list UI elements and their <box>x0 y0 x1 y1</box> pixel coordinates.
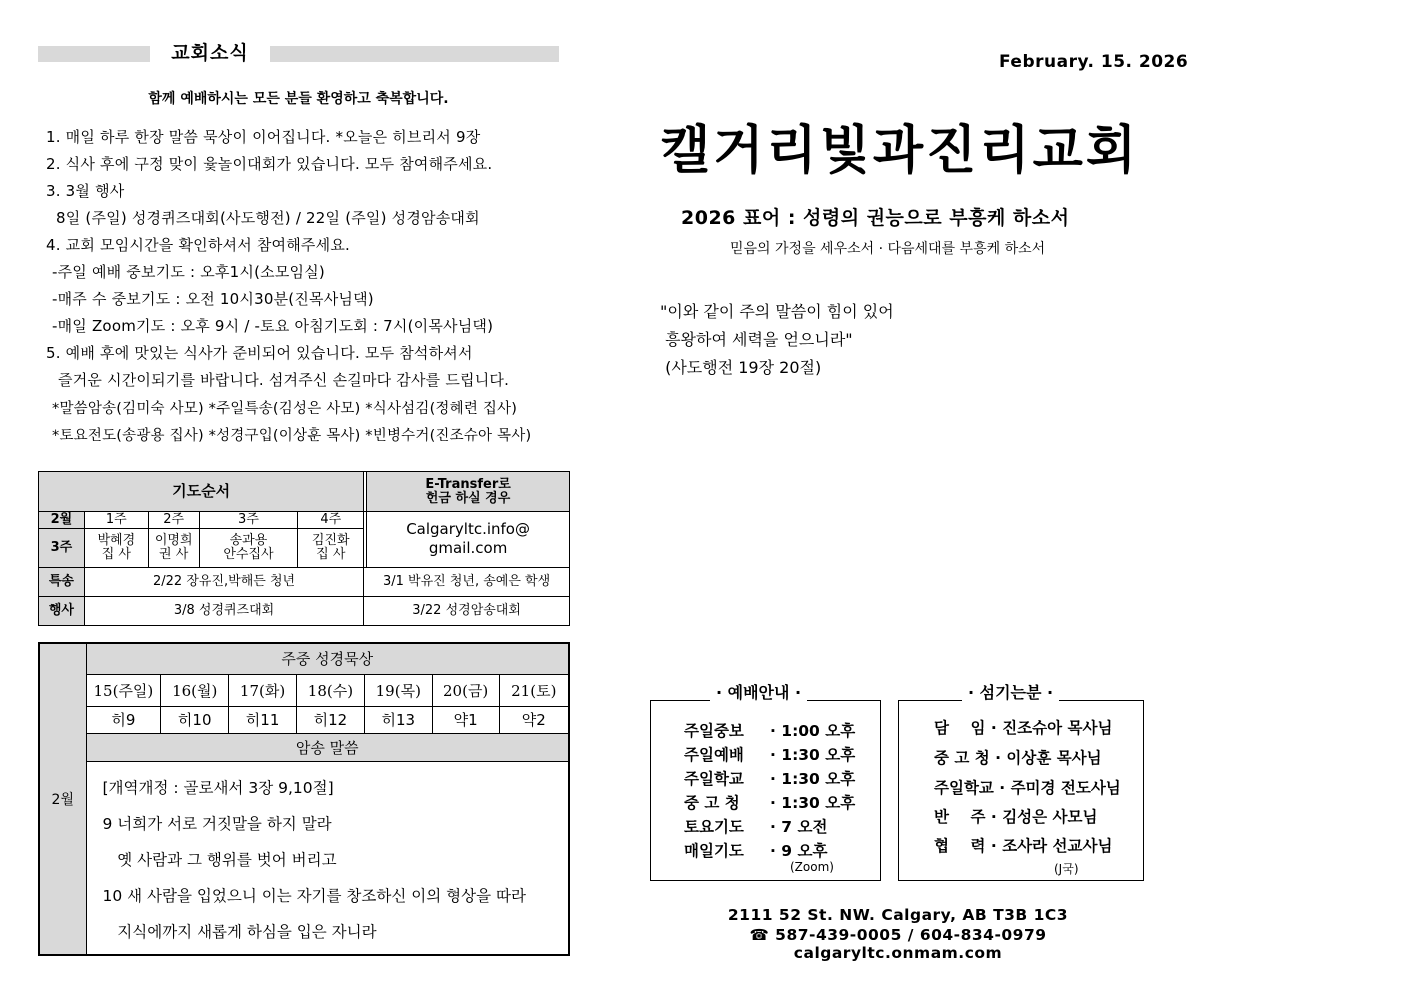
year-motto: 2026 표어 : 성령의 권능으로 부흥케 하소서 <box>681 207 1070 229</box>
staff-row: 담 임 · 진조슈아 목사님 <box>934 719 1113 737</box>
prayer-schedule-table <box>38 471 570 626</box>
special-song-2: 3/1 박유진 청년, 송예은 학생 <box>364 567 570 596</box>
event-1: 3/8 성경퀴즈대회 <box>84 596 363 625</box>
week-label: 4주 <box>298 512 364 529</box>
bible-reading-table <box>38 642 570 956</box>
day-label: 18(수) <box>297 674 365 706</box>
service-row: 중 고 청 · 1:30 오후 <box>684 794 856 812</box>
day-label: 20(금) <box>432 674 499 706</box>
etransfer-title: E-Transfer로 헌금 하실 경우 <box>367 472 570 512</box>
news-item: 1. 매일 하루 한장 말씀 묵상이 이어집니다. *오늘은 히브리서 9장 <box>46 128 481 146</box>
special-song-label: 특송 <box>39 567 85 596</box>
news-item: -주일 예배 중보기도 : 오후1시(소모임실) <box>52 263 325 281</box>
news-item: 2. 식사 후에 구정 맞이 윷놀이대회가 있습니다. 모두 참여해주세요. <box>46 155 493 173</box>
news-item: -매주 수 중보기도 : 오전 10시30분(진목사님댁) <box>52 290 374 308</box>
church-address: 2111 52 St. NW. Calgary, AB T3B 1C3 <box>727 906 1069 924</box>
service-info-title: · 예배안내 · <box>710 680 807 703</box>
week-label: 3주 <box>199 512 298 529</box>
news-item: *토요전도(송광용 집사) *성경구입(이상훈 목사) *빈병수거(진조슈아 목사) <box>52 428 532 444</box>
reading-cell: 히11 <box>229 706 297 733</box>
reading-cell: 히12 <box>297 706 365 733</box>
prayer-person: 송과용 안수집사 <box>199 529 298 567</box>
staff-row: 중 고 청 · 이상훈 목사님 <box>934 749 1102 767</box>
month-label: 2월 <box>39 512 85 529</box>
staff-row: 반 주 · 김성은 사모님 <box>934 808 1098 826</box>
week-label: 1주 <box>84 512 148 529</box>
bible-table-title: 주중 성경묵상 <box>86 643 569 674</box>
staff-row: 협 력 · 조사라 선교사님 <box>934 837 1113 855</box>
service-row: 주일중보 · 1:00 오후 <box>684 722 856 740</box>
year-motto-sub: 믿음의 가정을 세우소서 · 다음세대를 부흥케 하소서 <box>730 241 1046 257</box>
service-row: 토요기도 · 7 오전 <box>684 818 828 836</box>
reading-cell: 약1 <box>432 706 499 733</box>
memory-verse-text: [개역개정 : 골로새서 3장 9,10절] 9 너희가 서로 거짓말을 하지 말라 옛 사람과 그 행위를 벗어 버리고 10 새 사람을 입었으니 이는 자기를 창조하신 이의 형상을 따라 지식에까지 새롭게 하심을 입은 자니라 <box>86 761 569 955</box>
day-label: 19(목) <box>364 674 432 706</box>
news-item: -매일 Zoom기도 : 오후 9시 / -토요 아침기도회 : 7시(이목사님댁) <box>52 317 494 335</box>
etransfer-email: Calgaryltc.info@ gmail.com <box>367 512 570 567</box>
news-item: 3. 3월 행사 <box>46 182 125 200</box>
prayer-person: 이명희 권 사 <box>148 529 199 567</box>
prayer-order-title: 기도순서 <box>39 472 364 512</box>
news-item: *말씀암송(김미숙 사모) *주일특송(김성은 사모) *식사섬김(정혜련 집사) <box>52 401 518 417</box>
reading-cell: 히13 <box>364 706 432 733</box>
prayer-person: 박혜경 집 사 <box>84 529 148 567</box>
reading-cell: 히10 <box>161 706 229 733</box>
header-bar-right <box>270 46 559 62</box>
header-bar-left <box>38 46 150 62</box>
service-row: 매일기도 · 9 오후 <box>684 842 828 860</box>
theme-verse: "이와 같이 주의 말씀이 힘이 있어 흥왕하여 세력을 얻으니라" (사도행전 19장 20절) <box>660 302 894 377</box>
bible-month-label: 2월 <box>39 643 86 955</box>
month-label: 3주 <box>39 529 85 567</box>
news-item: 즐거운 시간이되기를 바랍니다. 섬겨주신 손길마다 감사를 드립니다. <box>58 371 510 389</box>
day-label: 15(주일) <box>86 674 161 706</box>
welcome-text: 함께 예배하시는 모든 분들 환영하고 축복합니다. <box>148 91 449 107</box>
staff-title: · 섬기는분 · <box>962 680 1059 703</box>
service-row: 주일예배 · 1:30 오후 <box>684 746 856 764</box>
event-2: 3/22 성경암송대회 <box>364 596 570 625</box>
news-item: 5. 예배 후에 맛있는 식사가 준비되어 있습니다. 모두 참석하셔서 <box>46 344 473 362</box>
news-title: 교회소식 <box>171 42 249 64</box>
church-name: 캘거리빛과진리교회 <box>660 121 1140 181</box>
zoom-note: (Zoom) <box>790 860 834 874</box>
church-website[interactable]: calgaryltc.onmam.com <box>793 944 1003 962</box>
church-phone: ☎ 587-439-0005 / 604-834-0979 <box>749 926 1047 944</box>
day-label: 17(화) <box>229 674 297 706</box>
news-item: 8일 (주일) 성경퀴즈대회(사도행전) / 22일 (주일) 성경암송대회 <box>56 209 480 227</box>
prayer-person: 김진화 집 사 <box>298 529 364 567</box>
special-song-1: 2/22 장유진,박해든 청년 <box>84 567 363 596</box>
news-header <box>38 38 559 68</box>
event-label: 행사 <box>39 596 85 625</box>
day-label: 21(토) <box>499 674 569 706</box>
memory-verse-title: 암송 말씀 <box>86 733 569 761</box>
service-row: 주일학교 · 1:30 오후 <box>684 770 856 788</box>
news-item: 4. 교회 모임시간을 확인하셔서 참여해주세요. <box>46 236 350 254</box>
day-label: 16(월) <box>161 674 229 706</box>
staff-note: (J국) <box>1054 862 1079 876</box>
reading-cell: 약2 <box>499 706 569 733</box>
week-label: 2주 <box>148 512 199 529</box>
reading-cell: 히9 <box>86 706 161 733</box>
bulletin-date: February. 15. 2026 <box>999 52 1189 72</box>
staff-row: 주일학교 · 주미경 전도사님 <box>934 779 1121 797</box>
